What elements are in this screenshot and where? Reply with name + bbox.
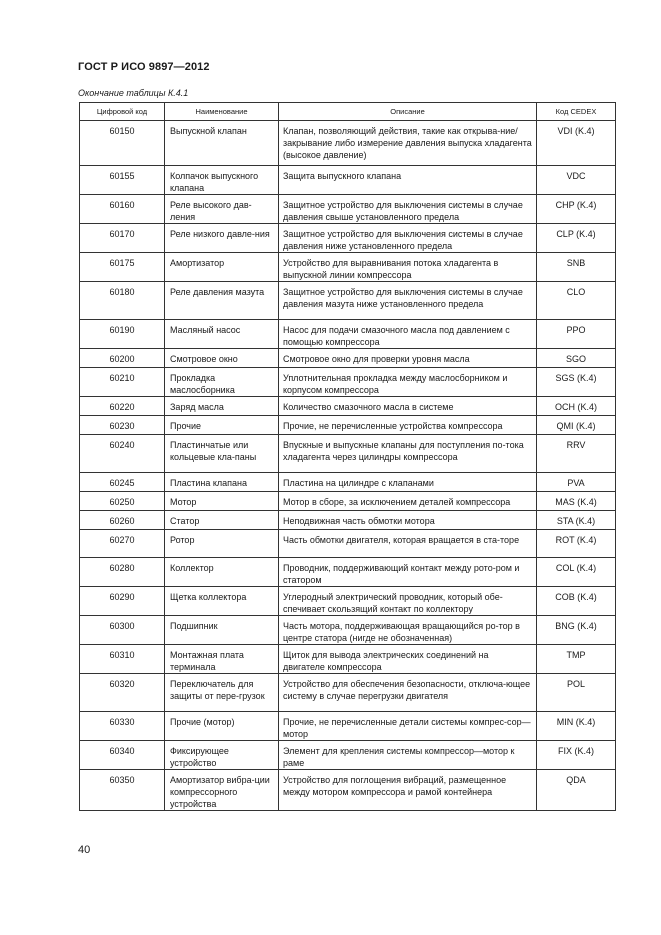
page-number: 40 (78, 844, 91, 856)
name-cell: Прочие (165, 416, 279, 435)
description-cell: Устройство для поглощения вибраций, размещенное между мотором компрессора и рамой контейнера (279, 770, 537, 811)
table-row (80, 368, 616, 397)
column-header-cedex: Код CEDEX (537, 103, 616, 121)
description-cell: Защитное устройство для выключения системы в случае давления свыше установленного предела (279, 195, 537, 224)
name-cell: Заряд масла (165, 397, 279, 416)
description-cell: Часть мотора, поддерживающая вращающийся ро-тор в центре статора (нигде не обозначенная) (279, 616, 537, 645)
code-cell: 60260 (80, 511, 165, 530)
cedex-cell: RRV (537, 435, 616, 473)
table-row (80, 349, 616, 368)
table-row (80, 712, 616, 741)
name-cell: Пластина клапана (165, 473, 279, 492)
code-cell: 60240 (80, 435, 165, 473)
table-row (80, 416, 616, 435)
cedex-cell: COB (K.4) (537, 587, 616, 616)
cedex-cell: CHP (K.4) (537, 195, 616, 224)
code-cell: 60230 (80, 416, 165, 435)
name-cell: Амортизатор (165, 253, 279, 282)
code-cell: 60220 (80, 397, 165, 416)
name-cell: Статор (165, 511, 279, 530)
name-cell: Монтажная плата терминала (165, 645, 279, 674)
code-cell: 60270 (80, 530, 165, 558)
table-row (80, 166, 616, 195)
code-cell: 60160 (80, 195, 165, 224)
table-row (80, 587, 616, 616)
name-cell: Пластинчатые или кольцевые кла-паны (165, 435, 279, 473)
code-cell: 60175 (80, 253, 165, 282)
description-cell: Неподвижная часть обмотки мотора (279, 511, 537, 530)
table-row (80, 616, 616, 645)
code-cell: 60150 (80, 121, 165, 166)
description-cell: Прочие, не перечисленные детали системы компрес-сор—мотор (279, 712, 537, 741)
name-cell: Подшипник (165, 616, 279, 645)
table-row (80, 645, 616, 674)
code-cell: 60155 (80, 166, 165, 195)
name-cell: Мотор (165, 492, 279, 511)
cedex-cell: SGS (K.4) (537, 368, 616, 397)
code-cell: 60250 (80, 492, 165, 511)
code-cell: 60280 (80, 558, 165, 587)
name-cell: Реле высокого дав-ления (165, 195, 279, 224)
cedex-cell: TMP (537, 645, 616, 674)
table-header-row (80, 103, 616, 121)
table-row (80, 473, 616, 492)
name-cell: Переключатель для защиты от пере-грузок (165, 674, 279, 712)
table-row (80, 492, 616, 511)
description-cell: Пластина на цилиндре с клапанами (279, 473, 537, 492)
code-cell: 60330 (80, 712, 165, 741)
cedex-cell: PVA (537, 473, 616, 492)
cedex-cell: ROT (K.4) (537, 530, 616, 558)
table-row (80, 741, 616, 770)
name-cell: Прокладка маслосборника (165, 368, 279, 397)
code-cell: 60340 (80, 741, 165, 770)
cedex-cell: VDC (537, 166, 616, 195)
table-row (80, 674, 616, 712)
table-row (80, 195, 616, 224)
code-cell: 60310 (80, 645, 165, 674)
name-cell: Ротор (165, 530, 279, 558)
table-row (80, 121, 616, 166)
table-row (80, 558, 616, 587)
name-cell: Реле низкого давле-ния (165, 224, 279, 253)
cedex-cell: QMI (K.4) (537, 416, 616, 435)
name-cell: Смотровое окно (165, 349, 279, 368)
name-cell: Коллектор (165, 558, 279, 587)
cedex-cell: MAS (K.4) (537, 492, 616, 511)
description-cell: Защитное устройство для выключения системы в случае давления мазута ниже установленного предела (279, 282, 537, 320)
table-row (80, 282, 616, 320)
name-cell: Прочие (мотор) (165, 712, 279, 741)
column-header-description: Описание (279, 103, 537, 121)
description-cell: Углеродный электрический проводник, который обе-спечивает скользящий контакт по коллектору (279, 587, 537, 616)
code-cell: 60350 (80, 770, 165, 811)
cedex-cell: COL (K.4) (537, 558, 616, 587)
name-cell: Реле давления мазута (165, 282, 279, 320)
code-cell: 60190 (80, 320, 165, 349)
code-cell: 60200 (80, 349, 165, 368)
cedex-cell: SGO (537, 349, 616, 368)
name-cell: Колпачок выпускного клапана (165, 166, 279, 195)
description-cell: Прочие, не перечисленные устройства компрессора (279, 416, 537, 435)
description-cell: Защита выпускного клапана (279, 166, 537, 195)
code-cell: 60300 (80, 616, 165, 645)
cedex-cell: POL (537, 674, 616, 712)
description-cell: Защитное устройство для выключения системы в случае давления ниже установленного предела (279, 224, 537, 253)
table-row (80, 435, 616, 473)
cedex-cell: CLP (K.4) (537, 224, 616, 253)
code-cell: 60170 (80, 224, 165, 253)
description-cell: Устройство для выравнивания потока хладагента в выпускной линии компрессора (279, 253, 537, 282)
description-cell: Устройство для обеспечения безопасности, отключа-ющее систему в случае перегрузки двигателя (279, 674, 537, 712)
cedex-cell: PPO (537, 320, 616, 349)
description-cell: Количество смазочного масла в системе (279, 397, 537, 416)
description-cell: Элемент для крепления системы компрессор—мотор к раме (279, 741, 537, 770)
table-row (80, 320, 616, 349)
description-cell: Часть обмотки двигателя, которая вращается в ста-торе (279, 530, 537, 558)
table-caption: Окончание таблицы К.4.1 (78, 88, 189, 98)
description-cell: Смотровое окно для проверки уровня масла (279, 349, 537, 368)
code-cell: 60210 (80, 368, 165, 397)
name-cell: Масляный насос (165, 320, 279, 349)
cedex-cell: STA (K.4) (537, 511, 616, 530)
code-cell: 60320 (80, 674, 165, 712)
table-row (80, 770, 616, 811)
code-cell: 60290 (80, 587, 165, 616)
table-body (80, 121, 616, 811)
cedex-cell: SNB (537, 253, 616, 282)
description-cell: Впускные и выпускные клапаны для поступления по-тока хладагента через цилиндры компрессора (279, 435, 537, 473)
cedex-cell: CLO (537, 282, 616, 320)
code-cell: 60180 (80, 282, 165, 320)
table-row (80, 397, 616, 416)
name-cell: Щетка коллектора (165, 587, 279, 616)
description-cell: Клапан, позволяющий действия, такие как открыва-ние/закрывание либо измерение давления выпуска хладагента (высокое давление) (279, 121, 537, 166)
description-cell: Насос для подачи смазочного масла под давлением с помощью компрессора (279, 320, 537, 349)
cedex-cell: VDI (K.4) (537, 121, 616, 166)
column-header-code: Цифровой код (80, 103, 165, 121)
column-header-name: Наименование (165, 103, 279, 121)
table-row (80, 530, 616, 558)
description-cell: Проводник, поддерживающий контакт между рото-ром и статором (279, 558, 537, 587)
components-table (79, 102, 616, 811)
cedex-cell: BNG (K.4) (537, 616, 616, 645)
cedex-cell: OCH (K.4) (537, 397, 616, 416)
cedex-cell: QDA (537, 770, 616, 811)
table-row (80, 253, 616, 282)
name-cell: Выпускной клапан (165, 121, 279, 166)
description-cell: Уплотнительная прокладка между маслосборником и корпусом компрессора (279, 368, 537, 397)
table-row (80, 511, 616, 530)
cedex-cell: FIX (K.4) (537, 741, 616, 770)
code-cell: 60245 (80, 473, 165, 492)
table-row (80, 224, 616, 253)
name-cell: Фиксирующее устройство (165, 741, 279, 770)
description-cell: Щиток для вывода электрических соединений на двигателе компрессора (279, 645, 537, 674)
standard-title: ГОСТ Р ИСО 9897—2012 (78, 61, 210, 73)
cedex-cell: MIN (K.4) (537, 712, 616, 741)
name-cell: Амортизатор вибра-ции компрессорного устройства (165, 770, 279, 811)
description-cell: Мотор в сборе, за исключением деталей компрессора (279, 492, 537, 511)
